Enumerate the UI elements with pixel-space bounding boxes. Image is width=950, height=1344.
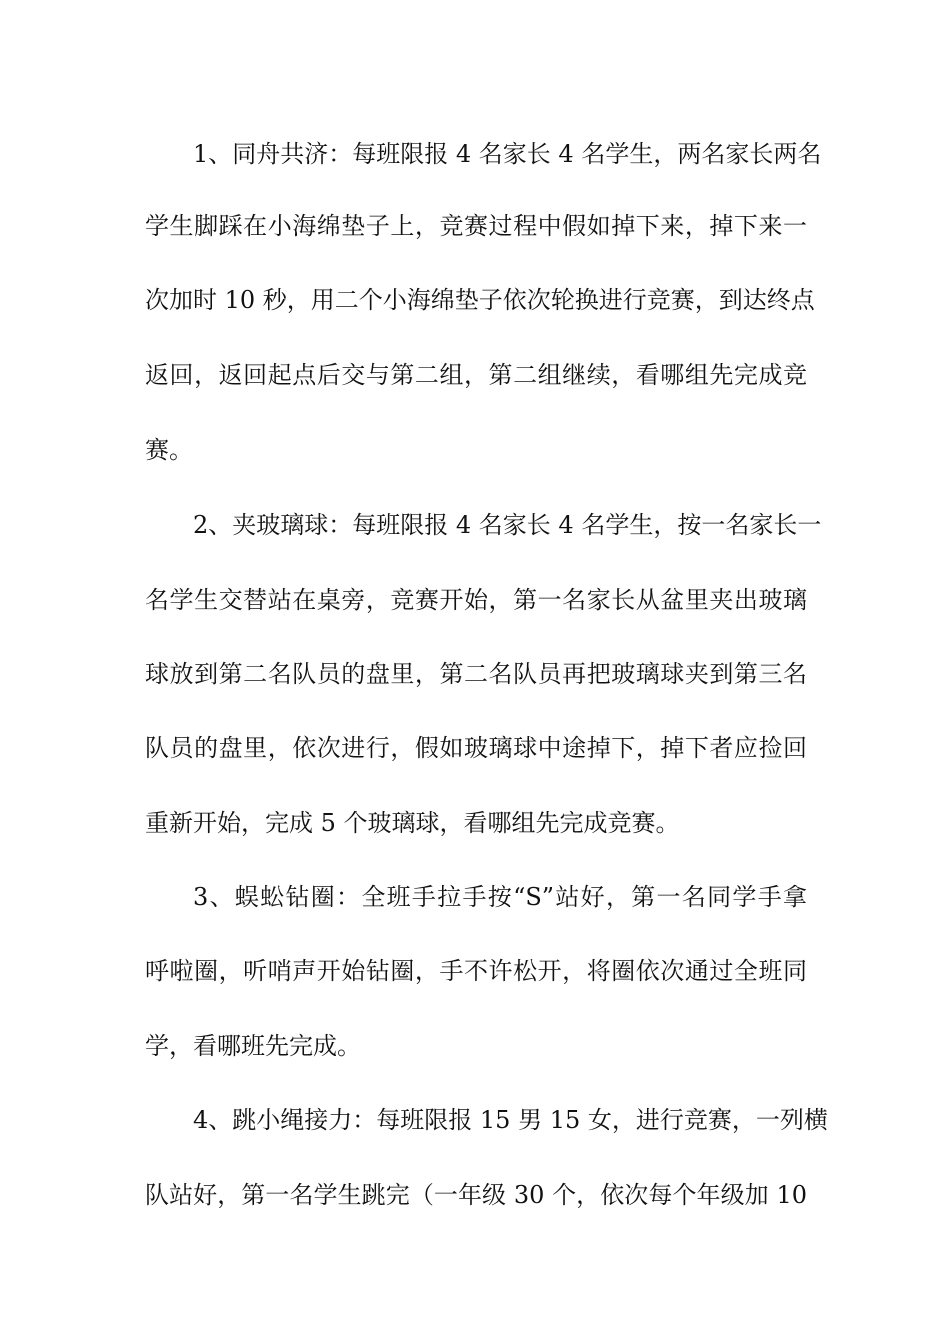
paragraph-2-line-2: 名学生交替站在桌旁，竞赛开始，第一名家长从盆里夹出玻璃: [145, 586, 807, 614]
paragraph-3-line-2: 呼啦圈，听哨声开始钻圈，手不许松开，将圈依次通过全班同: [145, 957, 807, 985]
paragraph-3-line-1: 3、蜈蚣钻圈：全班手拉手按“S”站好，第一名同学手拿: [193, 883, 807, 911]
paragraph-2-line-1: 2、夹玻璃球：每班限报 4 名家长 4 名学生，按一名家长一: [193, 511, 822, 539]
paragraph-4-line-2: 队站好，第一名学生跳完（一年级 30 个，依次每个年级加 10: [145, 1181, 807, 1209]
paragraph-1-line-5: 赛。: [145, 436, 193, 464]
paragraph-1-line-3: 次加时 10 秒，用二个小海绵垫子依次轮换进行竞赛，到达终点: [145, 286, 815, 314]
paragraph-1-line-1: 1、同舟共济：每班限报 4 名家长 4 名学生，两名家长两名: [193, 140, 822, 168]
paragraph-2-line-4: 队员的盘里，依次进行，假如玻璃球中途掉下，掉下者应捡回: [145, 734, 807, 762]
paragraph-2-line-5: 重新开始，完成 5 个玻璃球，看哪组先完成竞赛。: [145, 809, 680, 837]
paragraph-1-line-2: 学生脚踩在小海绵垫子上，竞赛过程中假如掉下来，掉下来一: [145, 212, 807, 240]
paragraph-4-line-1: 4、跳小绳接力：每班限报 15 男 15 女，进行竞赛，一列横: [193, 1106, 828, 1134]
paragraph-3-line-3: 学，看哪班先完成。: [145, 1032, 361, 1060]
paragraph-1-line-4: 返回，返回起点后交与第二组，第二组继续，看哪组先完成竞: [145, 361, 807, 389]
paragraph-2-line-3: 球放到第二名队员的盘里，第二名队员再把玻璃球夹到第三名: [145, 660, 807, 688]
